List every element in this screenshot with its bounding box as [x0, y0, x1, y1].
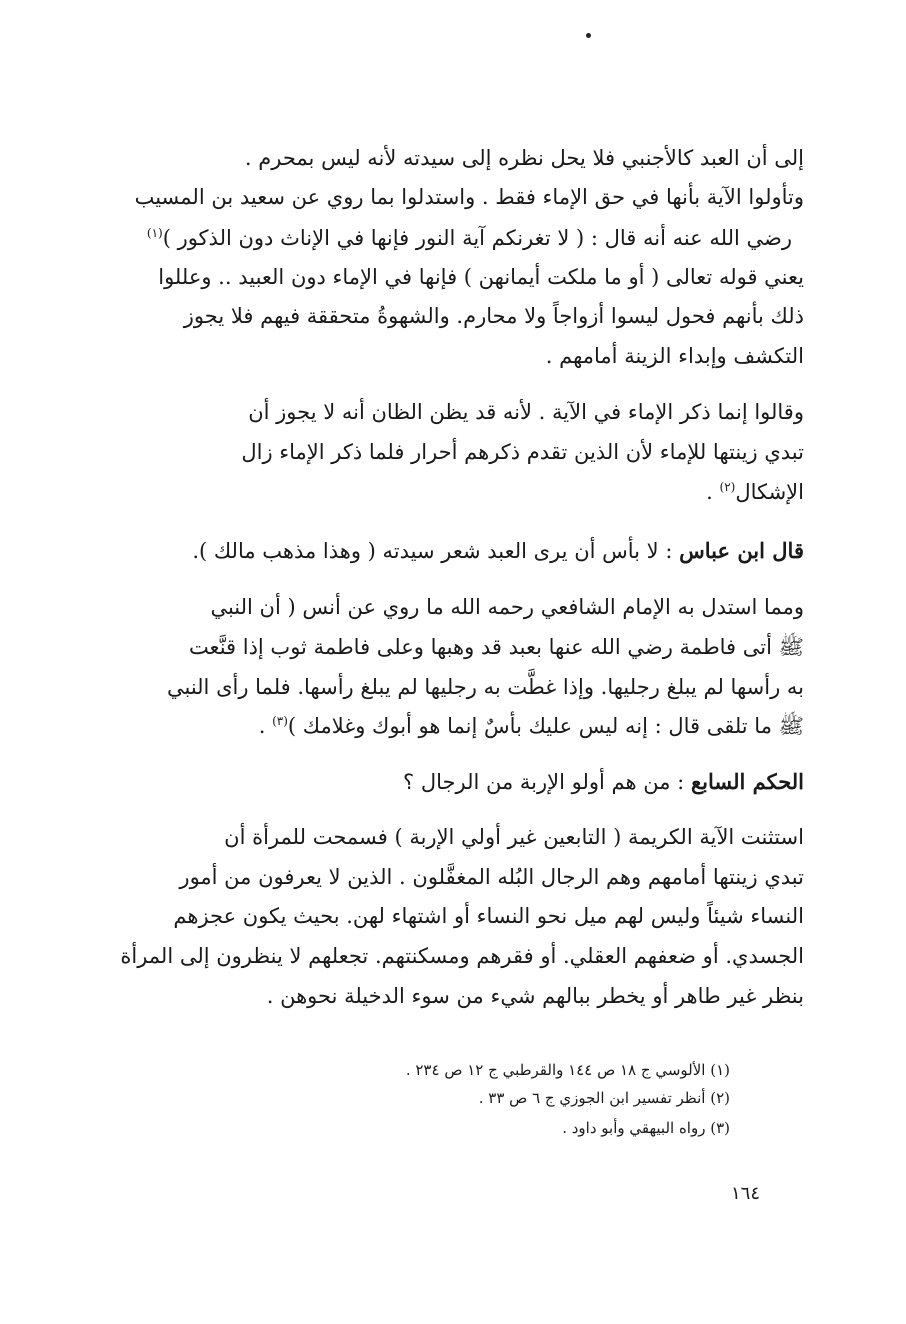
text-line: وتأولوا الآية بأنها في حق الإماء فقط . واستدلوا بما روي عن سعيد بن المسيب — [134, 185, 804, 209]
text-line: ﷺ ما تلقى قال : إنه ليس عليك بأسٌ إنما هو أبوك وغلامك ) — [287, 714, 804, 738]
text-line: ذلك بأنهم فحول ليسوا أزواجاً ولا محارم. والشهوةُ متحققة فيهم فلا يجوز — [183, 304, 804, 328]
footnote-ref-1: (١) — [146, 226, 163, 240]
inline-heading: قال ابن عباس — [679, 538, 804, 563]
text-line: بنظر غير طاهر أو يخطر ببالهم شيء من سوء الدخيلة نحوهن . — [266, 984, 804, 1008]
footnote: (١) الألوسي ج ١٨ ص ١٤٤ والقرطبي ج ١٢ ص ٢٣٤ . — [405, 1061, 730, 1079]
text-line: تبدي زينتها للإماء لأن الذين تقدم ذكرهم أحرار فلما ذكر الإماء زال — [241, 440, 804, 464]
top-dot-mark — [586, 33, 591, 38]
text-line-with-ref — [706, 477, 804, 507]
text-line: استثنت الآية الكريمة ( التابعين غير أولي الإربة ) فسمحت للمرأة أن — [224, 825, 804, 849]
text-line: رضي الله عنه أنه قال : ( لا تغرنكم آية النور فإنها في الإناث دون الذكور ) — [162, 226, 792, 250]
text-line: الإشكال — [735, 480, 804, 504]
footnote-ref-2: (٢) — [719, 480, 736, 494]
text-line-with-heading — [192, 536, 804, 566]
text-line: يعني قوله تعالى ( أو ما ملكت أيمانهن ) فإنها في الإماء دون العبيد .. وعللوا — [158, 265, 804, 289]
text-line-with-ref — [259, 711, 804, 741]
section-heading-line — [403, 767, 804, 797]
text-line-with-ref — [147, 223, 792, 253]
page-number: ١٦٤ — [730, 1183, 760, 1204]
text-line: تبدي زينتها أمامهم وهم الرجال البُله المغفَّلون . الذين لا يعرفون من أمور — [179, 865, 804, 889]
text-line: وقالوا إنما ذكر الإماء في الآية . لأنه قد يظن الظان أنه لا يجوز أن — [248, 400, 804, 424]
text-line: ومما استدل به الإمام الشافعي رحمه الله ما روي عن أنس ( أن النبي — [210, 595, 804, 619]
footnote-ref-3: (٣) — [272, 714, 288, 728]
text-line: إلى أن العبد كالأجنبي فلا يحل نظره إلى سيدته لأنه ليس بمحرم . — [244, 146, 804, 170]
footnote: (٣) رواه البيهقي وأبو داود . — [562, 1119, 730, 1137]
line-end: . — [706, 480, 720, 504]
text-line: التكشف وإبداء الزينة أمامهم . — [545, 344, 804, 368]
text-line: النساء شيئاً وليس لهم ميل نحو النساء أو اشتهاء لهن. بحيث يكون عجزهم — [173, 904, 804, 928]
text-line: به رأسها لم يبلغ رجليها. وإذا غطَّت به رجليها لم يبلغ رأسها. فلما رأى النبي — [166, 675, 804, 699]
text-line: الجسدي. أو ضعفهم العقلي. أو فقرهم ومسكنتهم. تجعلهم لا ينظرون إلى المرأة — [120, 944, 804, 968]
line-end: . — [258, 714, 273, 738]
section-heading: الحكم السابع — [690, 769, 804, 794]
text-line: : من هم أولو الإربة من الرجال ؟ — [403, 770, 685, 794]
text-line: : لا بأس أن يرى العبد شعر سيدته ( وهذا مذهب مالك ). — [192, 539, 673, 563]
footnote: (٢) أنظر تفسير ابن الجوزي ج ٦ ص ٣٣ . — [478, 1089, 730, 1107]
text-line: ﷺ أتى فاطمة رضي الله عنها بعبد قد وهبها وعلى فاطمة ثوب إذا قنَّعت — [188, 635, 804, 659]
